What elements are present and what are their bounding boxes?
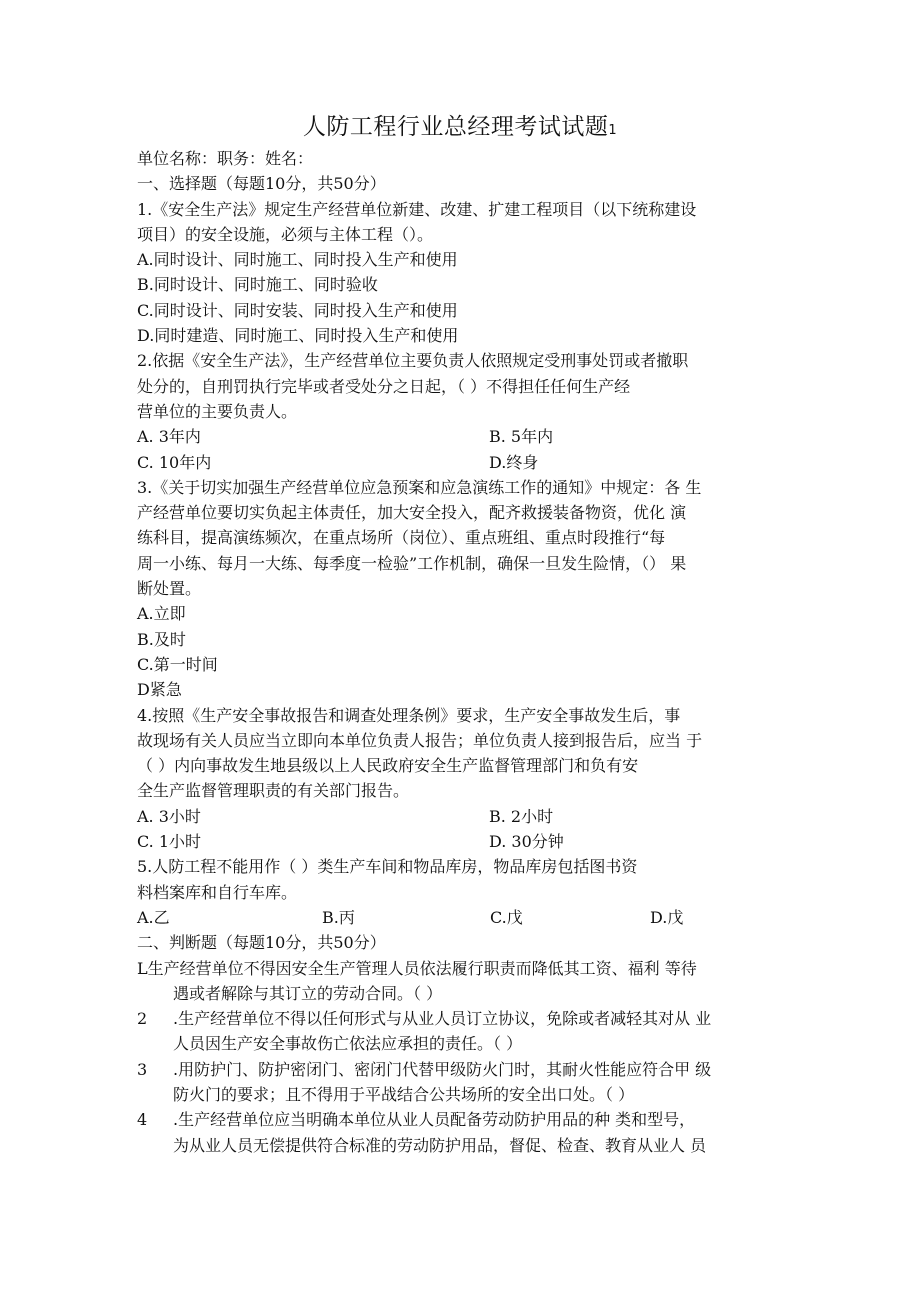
section-heading-choice: 一、选择题（每题10分，共50分） [137, 174, 386, 194]
q4-option: A. 3小时 [137, 806, 201, 826]
j3-text: .用防护门、防护密闭门、密闭门代替甲级防火门时，其耐火性能应符合甲 级 [173, 1059, 712, 1079]
q4-option: C. 1小时 [137, 832, 202, 852]
q1-option: A.同时设计、同时施工、同时投入生产和使用 [137, 250, 458, 270]
q3-line: 练科目，提高演练频次，在重点场所（岗位）、重点班组、重点时段推行“每 [137, 528, 666, 548]
q3-line: 产经营单位要切实负起主体责任，加大安全投入，配齐救援装备物资，优化 演 [137, 503, 687, 523]
q2-options-row [137, 424, 787, 449]
q1-line: 1.《安全生产法》规定生产经营单位新建、改建、扩建工程项目（以下统称建设 [137, 199, 697, 219]
q4-line: 4.按照《生产安全事故报告和调查处理条例》要求，生产安全事故发生后，事 [137, 705, 681, 725]
q1-line: 项目）的安全设施，必须与主体工程（）。 [137, 224, 434, 244]
q5-line: 5.人防工程不能用作（ ）类生产车间和物品库房，物品库房包括图书资 [137, 857, 638, 877]
q2-line: 处分的，自刑罚执行完毕或者受处分之日起，（ ）不得担任任何生产经 [137, 376, 631, 396]
q2-option: A. 3年内 [137, 427, 201, 447]
q3-option: B.及时 [137, 629, 186, 649]
q3-option: C.第一时间 [137, 654, 218, 674]
q4-options-row [137, 829, 787, 854]
q2-options-row [137, 450, 787, 475]
j2-line [137, 1006, 787, 1031]
q5-option: D.戊 [650, 907, 684, 927]
j3-line: 防火门的要求；且不得用于平战结合公共场所的安全出口处。（ ） [173, 1084, 635, 1104]
q3-line: 3.《关于切实加强生产经营单位应急预案和应急演练工作的通知》中规定：各 生 [137, 477, 702, 497]
j3-line [137, 1057, 787, 1082]
q4-line: 故现场有关人员应当立即向本单位负责人报告；单位负责人接到报告后，应当 于 [137, 730, 703, 750]
q5-options-row [137, 905, 787, 930]
q4-options-row [137, 804, 787, 829]
j4-line: 为从业人员无偿提供符合标准的劳动防护用品，督促、检查、教育从业人 员 [173, 1135, 707, 1155]
q2-line: 营单位的主要负责人。 [137, 401, 298, 421]
j1-line: L生产经营单位不得因安全生产管理人员依法履行职责而降低其工资、福利 等待 [137, 958, 697, 978]
q4-line: （ ）内向事故发生地县级以上人民政府安全生产监督管理部门和负有安 [137, 756, 639, 776]
q2-line: 2.依据《安全生产法》，生产经营单位主要负责人依照规定受刑事处罚或者撤职 [137, 351, 689, 371]
title-superscript: 1 [608, 123, 618, 138]
q1-option: D.同时建造、同时施工、同时投入生产和使用 [137, 326, 459, 346]
page-title [0, 108, 920, 141]
q1-option: C.同时设计、同时安装、同时投入生产和使用 [137, 300, 458, 320]
q5-line: 料档案库和自行车库。 [137, 882, 298, 902]
q3-option: D紧急 [137, 680, 182, 700]
q1-option: B.同时设计、同时施工、同时验收 [137, 275, 378, 295]
j4-text: .生产经营单位应当明确本单位从业人员配备劳动防护用品的种 类和型号， [173, 1110, 696, 1130]
q3-line: 断处置。 [137, 579, 202, 599]
q5-option: B.丙 [322, 907, 355, 927]
j4-number: 4 [137, 1110, 148, 1130]
title-text: 人防工程行业总经理考试试题 [302, 114, 609, 140]
j4-line [137, 1107, 787, 1132]
q2-option: C. 10年内 [137, 452, 212, 472]
document-body [137, 146, 787, 1158]
j2-number: 2 [137, 1009, 148, 1029]
j3-number: 3 [137, 1059, 148, 1079]
j2-text: .生产经营单位不得以任何形式与从业人员订立协议，免除或者减轻其对从 业 [173, 1009, 712, 1029]
q3-option: A.立即 [137, 604, 186, 624]
section-heading-judgment: 二、判断题（每题10分，共50分） [137, 933, 386, 953]
q2-option: D.终身 [489, 452, 539, 472]
j1-line: 遇或者解除与其订立的劳动合同。（ ） [173, 983, 443, 1003]
q5-option: C.戊 [490, 907, 523, 927]
q5-option: A.乙 [137, 907, 170, 927]
q4-option: D. 30分钟 [489, 832, 564, 852]
q4-option: B. 2小时 [489, 806, 554, 826]
q2-option: B. 5年内 [489, 427, 554, 447]
unit-line: 单位名称：职务：姓名： [137, 149, 314, 168]
j2-line: 人员因生产安全事故伤亡依法应承担的责任。（ ） [173, 1034, 523, 1054]
q3-line: 周一小练、每月一大练、每季度一检验”工作机制，确保一旦发生险情，（） 果 [137, 553, 687, 573]
q4-line: 全生产监督管理职责的有关部门报告。 [137, 781, 410, 801]
